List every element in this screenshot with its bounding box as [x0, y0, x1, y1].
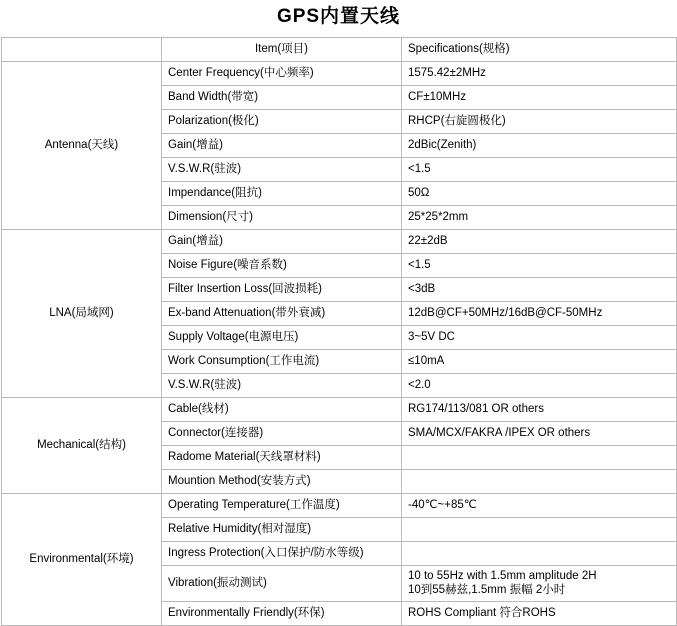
item-label: Radome Material(天线罩材料) — [162, 445, 402, 469]
item-spec: RG174/113/081 OR others — [402, 397, 677, 421]
item-label: Impendance(阻抗) — [162, 181, 402, 205]
item-label: V.S.W.R(驻波) — [162, 373, 402, 397]
specifications-table — [1, 37, 677, 626]
header-blank-cell — [2, 37, 162, 61]
item-label: Connector(连接器) — [162, 421, 402, 445]
group-label-antenna: Antenna(天线) — [2, 61, 162, 229]
item-spec: -40℃~+85℃ — [402, 493, 677, 517]
item-spec: 1575.42±2MHz — [402, 61, 677, 85]
table-row — [2, 493, 677, 517]
item-label: Vibration(振动测试) — [162, 565, 402, 601]
header-spec-cell: Specifications(规格) — [402, 37, 677, 61]
item-label: Polarization(极化) — [162, 109, 402, 133]
item-spec: 3~5V DC — [402, 325, 677, 349]
item-label: Work Consumption(工作电流) — [162, 349, 402, 373]
item-spec — [402, 445, 677, 469]
item-label: Mountion Method(安装方式) — [162, 469, 402, 493]
item-label: Band Width(带宽) — [162, 85, 402, 109]
table-header-row — [2, 37, 677, 61]
item-label: Supply Voltage(电源电压) — [162, 325, 402, 349]
item-spec: ≤10mA — [402, 349, 677, 373]
item-label: Cable(线材) — [162, 397, 402, 421]
group-label-mechanical: Mechanical(结构) — [2, 397, 162, 493]
item-label: Gain(增益) — [162, 229, 402, 253]
item-spec: 25*25*2mm — [402, 205, 677, 229]
item-label: Gain(增益) — [162, 133, 402, 157]
item-spec: <3dB — [402, 277, 677, 301]
item-spec-multiline — [402, 565, 677, 601]
item-label: Center Frequency(中心频率) — [162, 61, 402, 85]
table-row — [2, 61, 677, 85]
spec-line: 10到55赫兹,1.5mm 振幅 2小时 — [408, 584, 566, 597]
item-spec: 50Ω — [402, 181, 677, 205]
item-label: Ex-band Attenuation(带外衰减) — [162, 301, 402, 325]
item-spec — [402, 517, 677, 541]
table-row — [2, 397, 677, 421]
group-label-environmental: Environmental(环境) — [2, 493, 162, 625]
item-label: V.S.W.R(驻波) — [162, 157, 402, 181]
item-spec: ROHS Compliant 符合ROHS — [402, 601, 677, 625]
table-row — [2, 229, 677, 253]
item-spec: SMA/MCX/FAKRA /IPEX OR others — [402, 421, 677, 445]
item-spec — [402, 541, 677, 565]
item-spec — [402, 469, 677, 493]
item-label: Relative Humidity(相对湿度) — [162, 517, 402, 541]
item-label: Noise Figure(噪音系数) — [162, 253, 402, 277]
item-spec: RHCP(右旋圆极化) — [402, 109, 677, 133]
item-spec: <1.5 — [402, 253, 677, 277]
spec-line: 10 to 55Hz with 1.5mm amplitude 2H — [408, 569, 597, 582]
group-label-lna: LNA(局域网) — [2, 229, 162, 397]
item-label: Filter Insertion Loss(回波损耗) — [162, 277, 402, 301]
page-title: GPS内置天线 — [276, 6, 401, 27]
item-spec: <2.0 — [402, 373, 677, 397]
header-item-cell: Item(项目) — [162, 37, 402, 61]
item-spec: CF±10MHz — [402, 85, 677, 109]
item-label: Ingress Protection(入口保护/防水等级) — [162, 541, 402, 565]
item-label: Dimension(尺寸) — [162, 205, 402, 229]
item-spec: 2dBic(Zenith) — [402, 133, 677, 157]
item-label: Operating Temperature(工作温度) — [162, 493, 402, 517]
item-spec: 12dB@CF+50MHz/16dB@CF-50MHz — [402, 301, 677, 325]
item-spec: <1.5 — [402, 157, 677, 181]
item-label: Environmentally Friendly(环保) — [162, 601, 402, 625]
item-spec: 22±2dB — [402, 229, 677, 253]
